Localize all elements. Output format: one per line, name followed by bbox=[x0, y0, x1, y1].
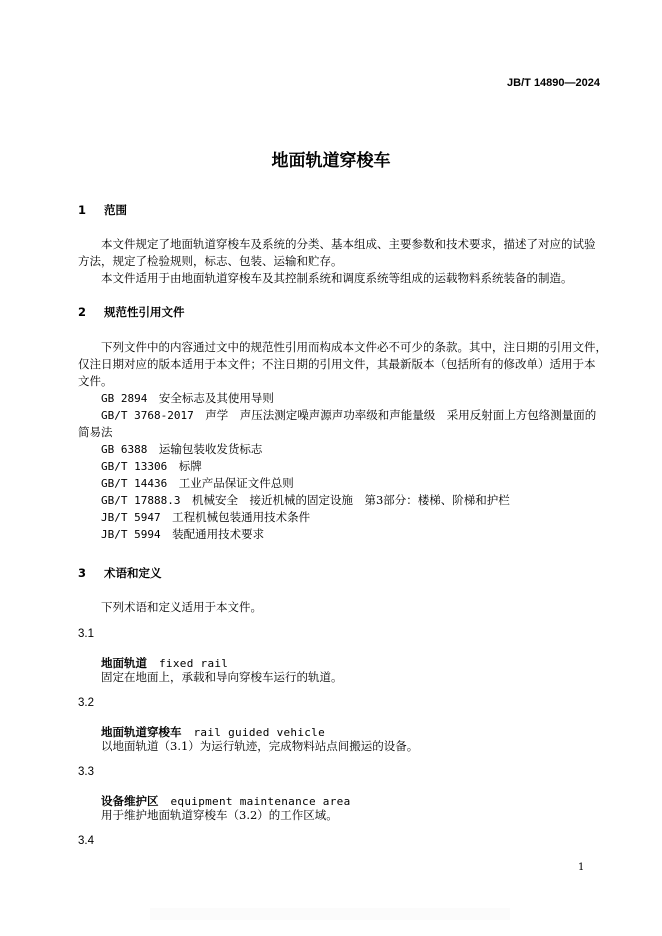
reference-item bbox=[101, 441, 262, 457]
reference-title: 工业产品保证文件总则 bbox=[178, 476, 294, 490]
term-definition: 以地面轨道（3.1）为运行轨迹，完成物料站点间搬运的设备。 bbox=[101, 739, 419, 753]
reference-code: GB 6388 bbox=[101, 443, 148, 456]
term-chinese: 地面轨道 bbox=[101, 656, 147, 670]
term-english: equipment maintenance area bbox=[170, 795, 351, 808]
standard-code: JB/T 14890—2024 bbox=[507, 77, 600, 89]
reference-title: 运输包装收发货标志 bbox=[158, 442, 263, 456]
reference-title: 装配通用技术要求 bbox=[172, 527, 265, 541]
scope-paragraph-1-line-2: 方法，规定了检验规则，标志、包装、运输和贮存。 bbox=[78, 254, 343, 268]
document-title: 地面轨道穿梭车 bbox=[271, 151, 391, 171]
reference-item bbox=[101, 390, 274, 406]
reference-item bbox=[101, 509, 310, 525]
page-number: 1 bbox=[578, 862, 585, 873]
section-title: 范围 bbox=[104, 203, 127, 217]
term-definition: 用于维护地面轨道穿梭车（3.2）的工作区域。 bbox=[101, 808, 338, 822]
reference-title: 标牌 bbox=[178, 459, 202, 473]
references-intro-line-2: 仅注日期对应的版本适用于本文件；不注日期的引用文件，其最新版本（包括所有的修改单）适用于本 bbox=[78, 357, 596, 371]
term-chinese: 设备维护区 bbox=[101, 794, 159, 808]
reference-title: 安全标志及其使用导则 bbox=[158, 391, 274, 405]
reference-item bbox=[101, 492, 510, 508]
term-number: 3.2 bbox=[78, 697, 94, 709]
reference-code: GB/T 14436 bbox=[101, 477, 168, 490]
section-number: 3 bbox=[78, 566, 87, 580]
reference-code: GB/T 13306 bbox=[101, 460, 168, 473]
section-title: 规范性引用文件 bbox=[104, 305, 185, 319]
terms-intro: 下列术语和定义适用于本文件。 bbox=[101, 600, 262, 614]
term-number: 3.1 bbox=[78, 628, 94, 640]
reference-title-continuation: 简易法 bbox=[78, 425, 113, 439]
reference-code: GB/T 3768-2017 bbox=[101, 409, 194, 422]
section-2-heading bbox=[78, 304, 185, 320]
reference-title: 机械安全 接近机械的固定设施 第3部分：楼梯、阶梯和护栏 bbox=[191, 493, 510, 507]
reference-item bbox=[101, 475, 294, 491]
reference-item bbox=[101, 458, 202, 474]
reference-item bbox=[101, 526, 264, 542]
faint-watermark bbox=[150, 908, 510, 920]
reference-code: JB/T 5947 bbox=[101, 511, 161, 524]
term-number: 3.4 bbox=[78, 835, 94, 847]
section-3-heading bbox=[78, 565, 162, 581]
references-intro-line-3: 文件。 bbox=[78, 374, 113, 388]
term-chinese: 地面轨道穿梭车 bbox=[101, 725, 182, 739]
reference-title: 声学 声压法测定噪声源声功率级和声能量级 采用反射面上方包络测量面的 bbox=[205, 408, 597, 422]
section-number: 2 bbox=[78, 305, 87, 319]
term-english: fixed rail bbox=[159, 657, 229, 670]
term-definition: 固定在地面上，承载和导向穿梭车运行的轨道。 bbox=[101, 670, 343, 684]
section-title: 术语和定义 bbox=[104, 566, 162, 580]
references-intro-line-1: 下列文件中的内容通过文中的规范性引用而构成本文件必不可少的条款。其中，注日期的引用文件， bbox=[101, 340, 607, 354]
term-number: 3.3 bbox=[78, 766, 94, 778]
term-english: rail guided vehicle bbox=[193, 726, 326, 739]
reference-item bbox=[101, 407, 596, 423]
section-number: 1 bbox=[78, 203, 87, 217]
reference-title: 工程机械包装通用技术条件 bbox=[172, 510, 311, 524]
scope-paragraph-2: 本文件适用于由地面轨道穿梭车及其控制系统和调度系统等组成的运载物料系统装备的制造。 bbox=[101, 271, 573, 285]
scope-paragraph-1-line-1: 本文件规定了地面轨道穿梭车及系统的分类、基本组成、主要参数和技术要求，描述了对应的试验 bbox=[101, 237, 596, 251]
reference-code: GB 2894 bbox=[101, 392, 148, 405]
reference-code: GB/T 17888.3 bbox=[101, 494, 181, 507]
reference-code: JB/T 5994 bbox=[101, 528, 161, 541]
section-1-heading bbox=[78, 202, 127, 218]
